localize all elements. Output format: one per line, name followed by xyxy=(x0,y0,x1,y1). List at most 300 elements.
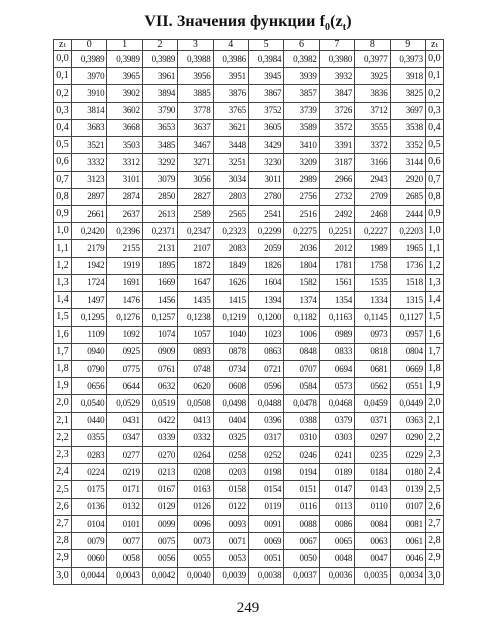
table-cell: 0219 xyxy=(107,464,142,481)
table-cell: 0,1200 xyxy=(248,309,283,326)
table-cell: 0198 xyxy=(248,464,283,481)
row-z-right: 2,2 xyxy=(425,429,443,446)
table-cell: 1354 xyxy=(319,292,354,309)
table-cell: 0048 xyxy=(319,550,354,567)
title-paren-close: ) xyxy=(346,13,352,30)
page-title xyxy=(0,12,496,38)
table-cell: 0290 xyxy=(390,429,425,446)
table-cell: 2827 xyxy=(178,188,213,205)
table-cell: 3961 xyxy=(142,68,177,85)
table-cell: 2732 xyxy=(319,188,354,205)
table-cell: 1074 xyxy=(142,326,177,343)
table-cell: 3555 xyxy=(355,119,390,136)
table-cell: 2565 xyxy=(213,205,248,222)
table-cell: 3101 xyxy=(107,171,142,188)
row-z-right: 0,6 xyxy=(425,154,443,171)
table-cell: 3668 xyxy=(107,119,142,136)
row-z-right: 1,1 xyxy=(425,240,443,257)
table-cell: 0940 xyxy=(72,343,107,360)
table-cell: 0189 xyxy=(319,464,354,481)
table-cell: 0,0034 xyxy=(390,567,425,584)
table-cell: 1604 xyxy=(248,274,283,291)
table-cell: 0119 xyxy=(248,498,283,515)
table-cell: 0264 xyxy=(178,447,213,464)
table-cell: 3965 xyxy=(107,68,142,85)
table-cell: 0632 xyxy=(142,378,177,395)
table-cell: 0,0036 xyxy=(319,567,354,584)
row-z-right: 2,5 xyxy=(425,481,443,498)
table-cell: 1736 xyxy=(390,257,425,274)
row-z-left: 0,8 xyxy=(54,188,72,205)
table-cell: 0132 xyxy=(107,498,142,515)
table-cell: 3391 xyxy=(319,137,354,154)
table-cell: 2661 xyxy=(72,205,107,222)
table-cell: 1895 xyxy=(142,257,177,274)
table-cell: 0,0468 xyxy=(319,395,354,412)
table-cell: 0388 xyxy=(284,412,319,429)
table-cell: 0126 xyxy=(178,498,213,515)
table-cell: 3056 xyxy=(178,171,213,188)
table-cell: 3209 xyxy=(284,154,319,171)
table-cell: 1582 xyxy=(284,274,319,291)
row-z-left: 2,8 xyxy=(54,533,72,550)
table-cell: 0,0478 xyxy=(284,395,319,412)
table-cell: 1040 xyxy=(213,326,248,343)
table-cell: 0,0037 xyxy=(284,567,319,584)
table-cell: 0332 xyxy=(178,429,213,446)
table-cell: 0893 xyxy=(178,343,213,360)
table-cell: 3752 xyxy=(248,102,283,119)
table-cell: 0194 xyxy=(284,464,319,481)
table-cell: 0,1182 xyxy=(284,309,319,326)
table-cell: 0,3984 xyxy=(248,51,283,68)
table-cell: 3271 xyxy=(178,154,213,171)
table-cell: 0404 xyxy=(213,412,248,429)
table-cell: 0,0038 xyxy=(248,567,283,584)
table-cell: 0355 xyxy=(72,429,107,446)
function-values-table xyxy=(53,39,444,585)
table-cell: 0224 xyxy=(72,464,107,481)
table-cell: 1394 xyxy=(248,292,283,309)
table-cell: 2989 xyxy=(284,171,319,188)
table-cell: 0101 xyxy=(107,515,142,532)
table-cell: 3885 xyxy=(178,85,213,102)
table-cell: 0562 xyxy=(355,378,390,395)
row-z-right: 1,9 xyxy=(425,378,443,395)
table-cell: 2131 xyxy=(142,240,177,257)
table-cell: 3876 xyxy=(213,85,248,102)
table-cell: 3857 xyxy=(284,85,319,102)
row-z-right: 1,6 xyxy=(425,326,443,343)
table-cell: 0093 xyxy=(213,515,248,532)
table-cell: 2709 xyxy=(355,188,390,205)
table-cell: 0,3989 xyxy=(142,51,177,68)
table-cell: 0235 xyxy=(355,447,390,464)
header-column-3: 3 xyxy=(178,40,213,51)
table-cell: 0203 xyxy=(213,464,248,481)
table-cell: 0246 xyxy=(284,447,319,464)
table-cell: 0147 xyxy=(319,481,354,498)
row-z-right: 1,8 xyxy=(425,360,443,377)
table-cell: 0325 xyxy=(213,429,248,446)
header-column-5: 5 xyxy=(248,40,283,51)
table-cell: 0848 xyxy=(284,343,319,360)
table-cell: 3778 xyxy=(178,102,213,119)
table-cell: 3836 xyxy=(355,85,390,102)
table-cell: 0143 xyxy=(355,481,390,498)
table-cell: 0,1163 xyxy=(319,309,354,326)
table-cell: 3187 xyxy=(319,154,354,171)
row-z-left: 0,3 xyxy=(54,102,72,119)
table-cell: 3034 xyxy=(213,171,248,188)
table-cell: 0573 xyxy=(319,378,354,395)
table-row xyxy=(54,412,444,429)
table-cell: 0,2371 xyxy=(142,223,177,240)
table-cell: 1456 xyxy=(142,292,177,309)
table-cell: 0208 xyxy=(178,464,213,481)
table-cell: 0,3989 xyxy=(72,51,107,68)
table-cell: 0270 xyxy=(142,447,177,464)
table-cell: 1989 xyxy=(355,240,390,257)
table-cell: 1919 xyxy=(107,257,142,274)
table-cell: 0,3989 xyxy=(107,51,142,68)
row-z-left: 2,2 xyxy=(54,429,72,446)
table-cell: 0110 xyxy=(355,498,390,515)
table-cell: 0297 xyxy=(355,429,390,446)
header-column-7: 7 xyxy=(319,40,354,51)
table-cell: 0,3988 xyxy=(178,51,213,68)
table-cell: 0396 xyxy=(248,412,283,429)
table-row xyxy=(54,360,444,377)
table-cell: 2920 xyxy=(390,171,425,188)
header-z-left: zₜ xyxy=(54,40,72,51)
row-z-right: 2,3 xyxy=(425,447,443,464)
table-cell: 3918 xyxy=(390,68,425,85)
table-cell: 0310 xyxy=(284,429,319,446)
table-row xyxy=(54,102,444,119)
table-cell: 0,0042 xyxy=(142,567,177,584)
row-z-right: 2,7 xyxy=(425,515,443,532)
table-cell: 0371 xyxy=(355,412,390,429)
table-cell: 0584 xyxy=(284,378,319,395)
table-cell: 0213 xyxy=(142,464,177,481)
row-z-right: 2,0 xyxy=(425,395,443,412)
table-cell: 3621 xyxy=(213,119,248,136)
row-z-left: 2,7 xyxy=(54,515,72,532)
table-cell: 1561 xyxy=(319,274,354,291)
table-cell: 3697 xyxy=(390,102,425,119)
table-cell: 0,0035 xyxy=(355,567,390,584)
table-cell: 0644 xyxy=(107,378,142,395)
table-cell: 0,0039 xyxy=(213,567,248,584)
table-cell: 2874 xyxy=(107,188,142,205)
table-row xyxy=(54,533,444,550)
row-z-right: 2,4 xyxy=(425,464,443,481)
table-cell: 3011 xyxy=(248,171,283,188)
row-z-right: 0,2 xyxy=(425,85,443,102)
table-row xyxy=(54,188,444,205)
table-cell: 3956 xyxy=(178,68,213,85)
table-cell: 1669 xyxy=(142,274,177,291)
header-z-right: zₜ xyxy=(425,40,443,51)
table-cell: 1804 xyxy=(284,257,319,274)
table-cell: 0065 xyxy=(319,533,354,550)
row-z-left: 1,3 xyxy=(54,274,72,291)
table-cell: 3894 xyxy=(142,85,177,102)
table-cell: 1057 xyxy=(178,326,213,343)
table-cell: 1415 xyxy=(213,292,248,309)
table-cell: 0079 xyxy=(72,533,107,550)
table-cell: 0,1238 xyxy=(178,309,213,326)
title-text: VII. Значения функции f xyxy=(144,13,326,30)
table-cell: 0596 xyxy=(248,378,283,395)
table-cell: 0,2396 xyxy=(107,223,142,240)
table-cell: 0050 xyxy=(284,550,319,567)
table-cell: 0608 xyxy=(213,378,248,395)
table-row xyxy=(54,447,444,464)
table-cell: 2012 xyxy=(319,240,354,257)
table-cell: 0909 xyxy=(142,343,177,360)
table-cell: 3332 xyxy=(72,154,107,171)
row-z-left: 0,0 xyxy=(54,51,72,68)
row-z-right: 2,6 xyxy=(425,498,443,515)
table-body xyxy=(54,51,444,585)
table-cell: 0056 xyxy=(142,550,177,567)
table-cell: 0046 xyxy=(390,550,425,567)
row-z-left: 0,5 xyxy=(54,137,72,154)
row-z-right: 2,1 xyxy=(425,412,443,429)
row-z-right: 2,8 xyxy=(425,533,443,550)
table-cell: 0,1276 xyxy=(107,309,142,326)
table-cell: 3467 xyxy=(178,137,213,154)
title-subscript-zero: 0 xyxy=(325,22,331,34)
table-cell: 0,0040 xyxy=(178,567,213,584)
table-cell: 0241 xyxy=(319,447,354,464)
table-cell: 3372 xyxy=(355,137,390,154)
table-cell: 0422 xyxy=(142,412,177,429)
table-cell: 1092 xyxy=(107,326,142,343)
table-cell: 0317 xyxy=(248,429,283,446)
table-cell: 0440 xyxy=(72,412,107,429)
table-cell: 0163 xyxy=(178,481,213,498)
table-cell: 0107 xyxy=(390,498,425,515)
row-z-left: 1,4 xyxy=(54,292,72,309)
table-cell: 3079 xyxy=(142,171,177,188)
row-z-left: 1,5 xyxy=(54,309,72,326)
table-cell: 3448 xyxy=(213,137,248,154)
table-cell: 0,0043 xyxy=(107,567,142,584)
table-cell: 1758 xyxy=(355,257,390,274)
table-cell: 0122 xyxy=(213,498,248,515)
table-cell: 0,0044 xyxy=(72,567,107,584)
table-cell: 3352 xyxy=(390,137,425,154)
table-cell: 0989 xyxy=(319,326,354,343)
table-cell: 0,3973 xyxy=(390,51,425,68)
row-z-left: 0,4 xyxy=(54,119,72,136)
table-cell: 0,2420 xyxy=(72,223,107,240)
header-column-0: 0 xyxy=(72,40,107,51)
table-cell: 0063 xyxy=(355,533,390,550)
table-cell: 0113 xyxy=(319,498,354,515)
table-cell: 0878 xyxy=(213,343,248,360)
table-cell: 2492 xyxy=(319,205,354,222)
row-z-left: 0,1 xyxy=(54,68,72,85)
table-cell: 2083 xyxy=(213,240,248,257)
table-cell: 0069 xyxy=(248,533,283,550)
table-cell: 3814 xyxy=(72,102,107,119)
table-cell: 0,3986 xyxy=(213,51,248,68)
table-cell: 0,0529 xyxy=(107,395,142,412)
table-row xyxy=(54,464,444,481)
table-cell: 0748 xyxy=(178,360,213,377)
table-cell: 0051 xyxy=(248,550,283,567)
table-cell: 0258 xyxy=(213,447,248,464)
table-row xyxy=(54,309,444,326)
table-cell: 2107 xyxy=(178,240,213,257)
row-z-left: 0,7 xyxy=(54,171,72,188)
table-row xyxy=(54,223,444,240)
table-cell: 0171 xyxy=(107,481,142,498)
table-cell: 0158 xyxy=(213,481,248,498)
table-cell: 2637 xyxy=(107,205,142,222)
table-cell: 0694 xyxy=(319,360,354,377)
title-paren-open: (z xyxy=(330,13,343,30)
table-cell: 3589 xyxy=(284,119,319,136)
table-cell: 3712 xyxy=(355,102,390,119)
table-cell: 1334 xyxy=(355,292,390,309)
table-row xyxy=(54,240,444,257)
table-cell: 1942 xyxy=(72,257,107,274)
table-cell: 0,0488 xyxy=(248,395,283,412)
table-cell: 1109 xyxy=(72,326,107,343)
table-cell: 0,2203 xyxy=(390,223,425,240)
table-cell: 3902 xyxy=(107,85,142,102)
table-cell: 3932 xyxy=(319,68,354,85)
table-cell: 0973 xyxy=(355,326,390,343)
table-cell: 0925 xyxy=(107,343,142,360)
table-cell: 1023 xyxy=(248,326,283,343)
header-column-2: 2 xyxy=(142,40,177,51)
header-column-6: 6 xyxy=(284,40,319,51)
table-cell: 3230 xyxy=(248,154,283,171)
table-cell: 0,0508 xyxy=(178,395,213,412)
table-row xyxy=(54,567,444,584)
table-cell: 0347 xyxy=(107,429,142,446)
table-row xyxy=(54,257,444,274)
table-cell: 3925 xyxy=(355,68,390,85)
table-cell: 0088 xyxy=(284,515,319,532)
table-cell: 0,2299 xyxy=(248,223,283,240)
table-cell: 0804 xyxy=(390,343,425,360)
row-z-left: 0,2 xyxy=(54,85,72,102)
table-cell: 2155 xyxy=(107,240,142,257)
table-cell: 2516 xyxy=(284,205,319,222)
table-cell: 1691 xyxy=(107,274,142,291)
table-cell: 0,0459 xyxy=(355,395,390,412)
table-cell: 0,3980 xyxy=(319,51,354,68)
table-cell: 0081 xyxy=(390,515,425,532)
row-z-right: 0,8 xyxy=(425,188,443,205)
table-cell: 2613 xyxy=(142,205,177,222)
table-cell: 3945 xyxy=(248,68,283,85)
row-z-right: 3,0 xyxy=(425,567,443,584)
table-cell: 0283 xyxy=(72,447,107,464)
table-cell: 0229 xyxy=(390,447,425,464)
table-cell: 3726 xyxy=(319,102,354,119)
table-cell: 3166 xyxy=(355,154,390,171)
table-cell: 3410 xyxy=(284,137,319,154)
table-cell: 3485 xyxy=(142,137,177,154)
table-cell: 3572 xyxy=(319,119,354,136)
table-cell: 0379 xyxy=(319,412,354,429)
table-cell: 3292 xyxy=(142,154,177,171)
table-cell: 3602 xyxy=(107,102,142,119)
table-cell: 0,0519 xyxy=(142,395,177,412)
table-cell: 3739 xyxy=(284,102,319,119)
table-cell: 0091 xyxy=(248,515,283,532)
row-z-left: 3,0 xyxy=(54,567,72,584)
table-cell: 0096 xyxy=(178,515,213,532)
table-cell: 1497 xyxy=(72,292,107,309)
table-cell: 0277 xyxy=(107,447,142,464)
table-cell: 0180 xyxy=(390,464,425,481)
table-cell: 0154 xyxy=(248,481,283,498)
row-z-right: 0,9 xyxy=(425,205,443,222)
row-z-left: 0,6 xyxy=(54,154,72,171)
table-row xyxy=(54,550,444,567)
table-cell: 0077 xyxy=(107,533,142,550)
table-cell: 0055 xyxy=(178,550,213,567)
table-cell: 3429 xyxy=(248,137,283,154)
table-cell: 1435 xyxy=(178,292,213,309)
table-cell: 0047 xyxy=(355,550,390,567)
table-row xyxy=(54,85,444,102)
table-cell: 3765 xyxy=(213,102,248,119)
row-z-left: 1,7 xyxy=(54,343,72,360)
table-row xyxy=(54,68,444,85)
table-cell: 1872 xyxy=(178,257,213,274)
row-z-right: 0,3 xyxy=(425,102,443,119)
table-cell: 1826 xyxy=(248,257,283,274)
row-z-right: 1,2 xyxy=(425,257,443,274)
row-z-left: 1,2 xyxy=(54,257,72,274)
table-cell: 1647 xyxy=(178,274,213,291)
table-cell: 0833 xyxy=(319,343,354,360)
table-cell: 0167 xyxy=(142,481,177,498)
row-z-left: 1,9 xyxy=(54,378,72,395)
table-cell: 1476 xyxy=(107,292,142,309)
table-cell: 0734 xyxy=(213,360,248,377)
table-cell: 1535 xyxy=(355,274,390,291)
table-cell: 0184 xyxy=(355,464,390,481)
table-cell: 0,3977 xyxy=(355,51,390,68)
table-cell: 1315 xyxy=(390,292,425,309)
table-row xyxy=(54,119,444,136)
header-column-4: 4 xyxy=(213,40,248,51)
page-number: 249 xyxy=(236,600,260,616)
table-row xyxy=(54,205,444,222)
title-subscript-t: t xyxy=(342,22,347,34)
table-cell: 3653 xyxy=(142,119,177,136)
table-cell: 0707 xyxy=(284,360,319,377)
table-cell: 0053 xyxy=(213,550,248,567)
table-cell: 0,2251 xyxy=(319,223,354,240)
table-cell: 3951 xyxy=(213,68,248,85)
table-cell: 0151 xyxy=(284,481,319,498)
table-cell: 0957 xyxy=(390,326,425,343)
row-z-left: 2,1 xyxy=(54,412,72,429)
table-cell: 0,1127 xyxy=(390,309,425,326)
